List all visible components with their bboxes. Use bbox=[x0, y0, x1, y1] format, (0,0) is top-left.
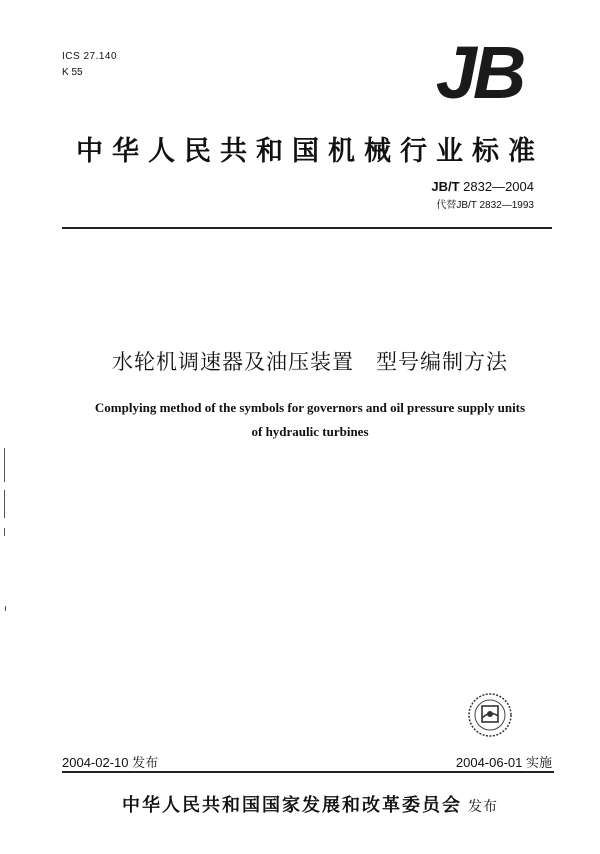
title-english-line2: of hydraulic turbines bbox=[251, 424, 369, 439]
scan-margin-mark bbox=[4, 448, 5, 482]
implementation-date: 2004-06-01 实施 bbox=[455, 755, 552, 770]
top-divider bbox=[62, 227, 552, 229]
standard-number-prefix: JB/T bbox=[431, 179, 460, 194]
publisher-seal-icon bbox=[467, 692, 513, 738]
replaces-note: 代替JB/T 2832—1993 bbox=[436, 200, 534, 211]
issuer-tail: 发布 bbox=[468, 799, 498, 815]
issuing-authority bbox=[40, 791, 580, 817]
issuer-name: 中华人民共和国国家发展和改革委员会 bbox=[122, 795, 462, 816]
title-chinese bbox=[40, 346, 580, 376]
ccs-code: K 55 bbox=[62, 67, 83, 78]
title-english-line1: Complying method of the symbols for governors and oil pressure supply units bbox=[94, 400, 526, 415]
scan-margin-mark bbox=[4, 528, 5, 536]
title-chinese-part2: 型号编制方法 bbox=[376, 350, 508, 374]
bottom-divider bbox=[62, 771, 554, 773]
ics-code: ICS 27.140 bbox=[62, 51, 118, 62]
standard-number bbox=[431, 179, 534, 194]
scan-margin-mark bbox=[5, 606, 6, 611]
jb-logo: JB bbox=[435, 31, 523, 114]
scan-margin-mark bbox=[4, 490, 5, 518]
issue-date: 2004-02-10 发布 bbox=[62, 755, 159, 770]
standard-category: 中华人民共和国机械行业标准 bbox=[76, 136, 544, 167]
title-chinese-part1: 水轮机调速器及油压装置 bbox=[112, 350, 354, 374]
standard-number-value: 2832—2004 bbox=[463, 179, 534, 194]
